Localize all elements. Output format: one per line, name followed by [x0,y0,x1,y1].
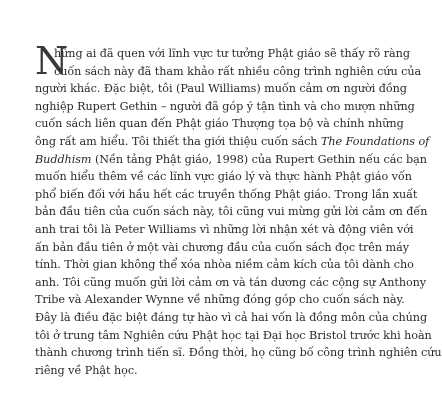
book-title-part-1: The Foundations of [320,134,430,148]
text-line-7 [35,151,427,169]
text-line-7-b: (Nền tảng Phật giáo, 1998) của Rupert Gethin nếu các bạn [91,152,427,166]
text-line-16: Đây là điều đặc biệt đáng tự hào vì cả hai vốn là đồng môn của chúng [35,310,428,324]
text-line-19: riêng về Phật học. [35,363,138,377]
acknowledgement-paragraph [35,39,442,379]
text-line-17: tôi ở trung tâm Nghiên cứu Phật học tại Đại học Bristol trước khi hoàn [35,328,432,342]
text-line-3: người khác. Đặc biệt, tôi (Paul Williams) muốn cảm ơn người đồng [35,82,407,96]
drop-cap-letter: N [35,39,69,83]
text-line-13: tính. Thời gian không thể xóa nhòa niềm cảm kích của tôi dành cho [35,258,414,272]
text-line-9: phổ biến đối với hầu hết các truyền thống Phật giáo. Trong lần xuất [35,187,418,201]
text-line-10: bản đầu tiên của cuốn sách này, tôi cũng vui mừng gửi lời cảm ơn đến [35,205,428,219]
text-line-8: muốn hiểu thêm về các lĩnh vực giáo lý và thực hành Phật giáo vốn [35,170,412,184]
text-line-5: cuốn sách liên quan đến Phật giáo Thượng tọa bộ và chính những [35,117,404,131]
text-line-18: thành chương trình tiến sĩ. Đồng thời, họ cũng bố công trình nghiên cứu [35,346,442,360]
text-line-2: cuốn sách này đã tham khảo rất nhiều công trình nghiên cứu của [54,64,422,78]
text-line-4: nghiệp Rupert Gethin – người đã góp ý tận tình và cho mượn những [35,99,415,113]
text-line-15: Tribe và Alexander Wynne về những đóng góp cho cuốn sách này. [35,293,405,307]
text-line-12: ấn bản đầu tiên ở một vài chương đầu của cuốn sách đọc trên máy [35,240,409,254]
text-line-6 [35,133,430,151]
text-line-6-a: ông rất am hiểu. Tôi thiết tha giới thiệu cuốn sách [35,134,321,148]
text-line-11: anh trai tôi là Peter Williams vì những lời nhận xét và động viên với [35,222,414,236]
text-line-1: hững ai đã quen với lĩnh vực tư tưởng Phật giáo sẽ thấy rõ ràng [54,47,410,60]
text-line-14: anh. Tôi cũng muốn gửi lời cảm ơn và tán dương các cộng sự Anthony [35,275,427,289]
book-title-part-2: Buddhism [35,152,92,166]
